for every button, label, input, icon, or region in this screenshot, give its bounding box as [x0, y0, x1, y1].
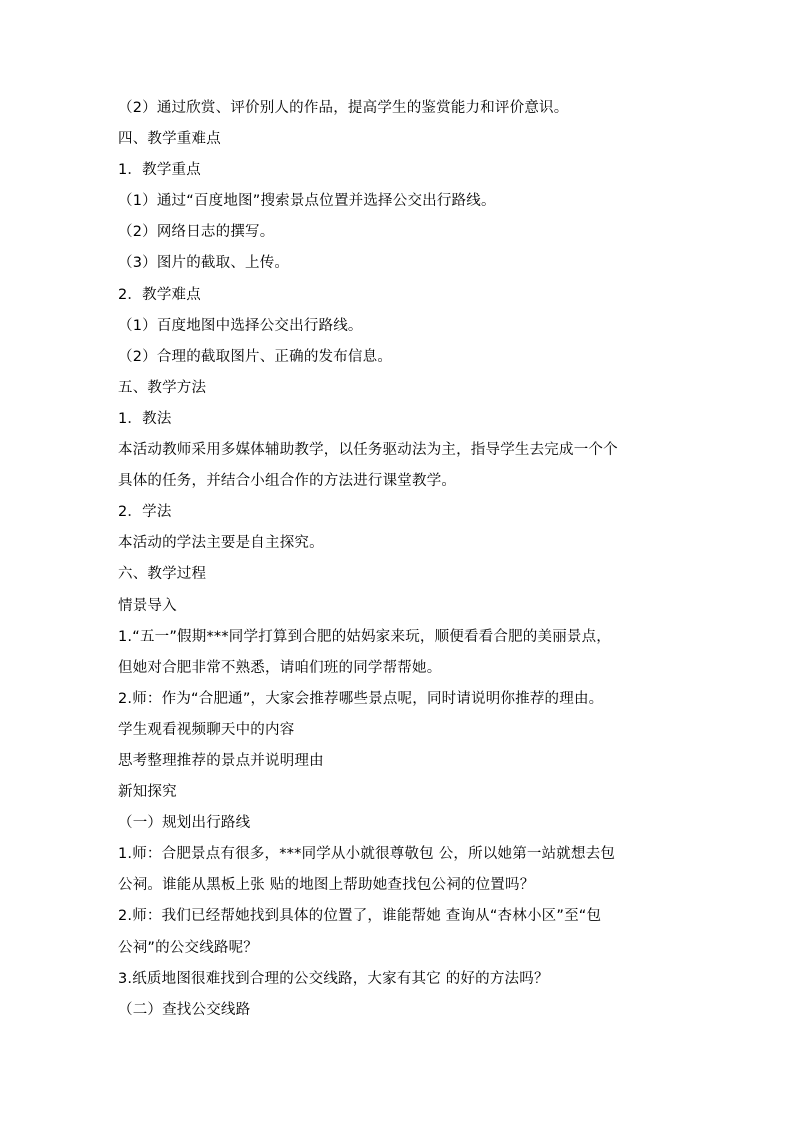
subsection-heading: 2．学法 [118, 504, 172, 521]
text-line: 1.师：合肥景点有很多，***同学从小就很尊敬包 公，所以她第一站就想去包 [118, 846, 616, 863]
text-line: （2）合理的截取图片、正确的发布信息。 [118, 348, 393, 365]
subsection-heading: 情景导入 [118, 597, 177, 614]
subsection-heading: 2．教学难点 [118, 286, 201, 303]
text-line: （3）图片的截取、上传。 [118, 255, 290, 272]
text-line: 学生观看视频聊天中的内容 [118, 721, 295, 738]
section-heading: 六、教学过程 [118, 566, 207, 583]
subsection-heading: 1．教法 [118, 410, 172, 427]
section-heading: 五、教学方法 [118, 379, 207, 396]
subsection-heading: 1．教学重点 [118, 162, 201, 179]
text-line: 公祠”的公交线路呢？ [118, 939, 259, 956]
text-line: 本活动教师采用多媒体辅助教学，以任务驱动法为主，指导学生去完成一个个 [118, 442, 618, 459]
text-line: 但她对合肥非常不熟悉，请咱们班的同学帮帮她。 [118, 659, 442, 676]
text-line: 2.师：作为“合肥通”，大家会推荐哪些景点呢，同时请说明你推荐的理由。 [118, 690, 604, 707]
text-line: 2.师：我们已经帮她找到具体的位置了，谁能帮她 查询从“杏林小区”至“包 [118, 908, 602, 925]
text-line: 思考整理推荐的景点并说明理由 [118, 752, 324, 769]
text-line: （2）通过欣赏、评价别人的作品，提高学生的鉴赏能力和评价意识。 [118, 100, 569, 116]
section-heading: 四、教学重难点 [118, 131, 221, 148]
text-line: 1.“五一”假期***同学打算到合肥的姑妈家来玩，顺便看看合肥的美丽景点， [118, 628, 612, 645]
text-line: （1）通过“百度地图”搜索景点位置并选择公交出行路线。 [118, 193, 496, 210]
subsection-heading: 新知探究 [118, 784, 177, 801]
text-line: 3.纸质地图很难找到合理的公交线路，大家有其它 的好的方法吗？ [118, 970, 549, 987]
text-line: 具体的任务，并结合小组合作的方法进行课堂教学。 [118, 473, 457, 490]
document-body [118, 93, 678, 1026]
text-line: 本活动的学法主要是自主探究。 [118, 535, 324, 552]
text-line: 公祠。谁能从黑板上张 贴的地图上帮助她查找包公祠的位置吗？ [118, 877, 535, 894]
text-line: （二）查找公交线路 [118, 1001, 251, 1018]
text-line: （1）百度地图中选择公交出行路线。 [118, 317, 363, 334]
text-line: （2）网络日志的撰写。 [118, 224, 275, 241]
text-line: （一）规划出行路线 [118, 815, 251, 832]
